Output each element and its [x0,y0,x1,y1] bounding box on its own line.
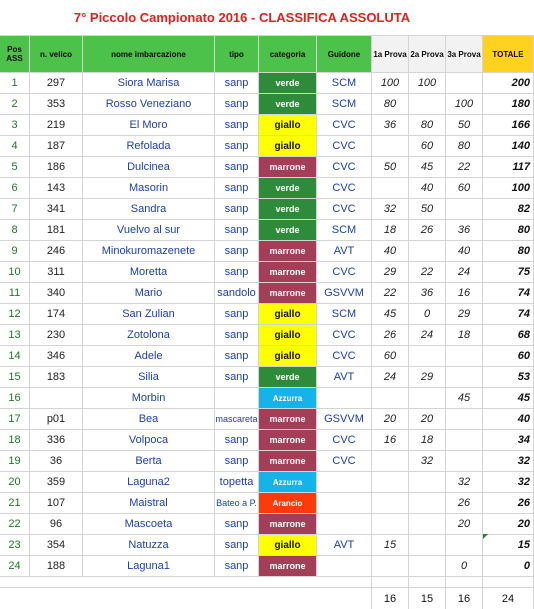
cell-pos: 14 [0,346,30,367]
cell-guidone [317,514,372,535]
cell-nome: Mascoeta [83,514,215,535]
cell-categoria: Azzurra [259,472,317,493]
cell-nome: Morbin [83,388,215,409]
cell-categoria: Arancio [259,493,317,514]
cell-nome: Dulcinea [83,157,215,178]
cell-tipo: sanp [215,367,259,388]
cell-guidone: CVC [317,430,372,451]
cell-totale: 80 [483,220,534,241]
cell-nome: Siora Marisa [83,73,215,94]
cell-prova3: 22 [446,157,483,178]
cell-categoria: marrone [259,451,317,472]
cell-pos: 11 [0,283,30,304]
cell-velico: 297 [30,73,83,94]
cell-totale: 0 [483,556,534,577]
cell-velico: 359 [30,472,83,493]
cell-totale: 100 [483,178,534,199]
cell-categoria: giallo [259,535,317,556]
cell-velico: 353 [30,94,83,115]
cell-prova1: 100 [372,73,409,94]
cell-prova3: 100 [446,94,483,115]
cell-guidone: GSVVM [317,409,372,430]
cell-prova2 [409,472,446,493]
cell-totale: 80 [483,241,534,262]
cell-pos: 22 [0,514,30,535]
cell-guidone: AVT [317,535,372,556]
cell-guidone: AVT [317,241,372,262]
footer-count-prova3: 16 [446,588,483,609]
cell-nome: Volpoca [83,430,215,451]
cell-categoria: marrone [259,556,317,577]
cell-nome: Silia [83,367,215,388]
cell-prova2 [409,535,446,556]
header-nome: nome imbarcazione [83,36,215,73]
cell-guidone: CVC [317,262,372,283]
cell-nome: Sandra [83,199,215,220]
cell-categoria: giallo [259,136,317,157]
cell-prova3 [446,409,483,430]
cell-prova2: 24 [409,325,446,346]
cell-prova1 [372,178,409,199]
cell-totale: 200 [483,73,534,94]
cell-pos: 1 [0,73,30,94]
cell-prova3: 16 [446,283,483,304]
cell-velico: 186 [30,157,83,178]
cell-velico: 96 [30,514,83,535]
cell-pos: 8 [0,220,30,241]
cell-totale: 117 [483,157,534,178]
cell-nome: Laguna2 [83,472,215,493]
cell-guidone: CVC [317,199,372,220]
cell-pos: 24 [0,556,30,577]
cell-guidone [317,556,372,577]
cell-tipo: sanp [215,430,259,451]
cell-pos: 4 [0,136,30,157]
cell-prova3: 32 [446,472,483,493]
cell-prova1: 22 [372,283,409,304]
cell-nome: Minokuromazenete [83,241,215,262]
cell-categoria: marrone [259,241,317,262]
cell-totale: 40 [483,409,534,430]
cell-guidone: CVC [317,178,372,199]
cell-tipo: sanp [215,157,259,178]
cell-velico: 341 [30,199,83,220]
spacer-cell [483,576,534,588]
cell-categoria: verde [259,199,317,220]
cell-totale: 20 [483,514,534,535]
cell-prova2 [409,556,446,577]
cell-categoria: marrone [259,514,317,535]
cell-pos: 12 [0,304,30,325]
cell-pos: 15 [0,367,30,388]
cell-totale: 180 [483,94,534,115]
cell-nome: Moretta [83,262,215,283]
cell-prova2 [409,94,446,115]
cell-prova1: 32 [372,199,409,220]
cell-guidone: SCM [317,73,372,94]
cell-categoria: giallo [259,346,317,367]
cell-prova1 [372,136,409,157]
cell-prova1: 50 [372,157,409,178]
cell-prova2: 26 [409,220,446,241]
cell-velico: 311 [30,262,83,283]
cell-prova1: 26 [372,325,409,346]
cell-categoria: marrone [259,157,317,178]
cell-categoria: giallo [259,115,317,136]
cell-prova2: 60 [409,136,446,157]
cell-prova3: 45 [446,388,483,409]
cell-velico: 340 [30,283,83,304]
cell-categoria: giallo [259,325,317,346]
cell-tipo: sandolo [215,283,259,304]
cell-prova2: 32 [409,451,446,472]
header-prova2: 2a Prova [409,36,446,73]
cell-tipo: sanp [215,556,259,577]
cell-prova3: 0 [446,556,483,577]
cell-totale: 82 [483,199,534,220]
footer-count-prova1: 16 [372,588,409,609]
cell-prova3 [446,535,483,556]
cell-guidone [317,493,372,514]
cell-nome: Vuelvo al sur [83,220,215,241]
cell-tipo: sanp [215,220,259,241]
spacer-row-label [0,576,372,588]
cell-categoria: marrone [259,262,317,283]
cell-velico: 246 [30,241,83,262]
cell-prova1: 15 [372,535,409,556]
cell-nome: San Zulian [83,304,215,325]
cell-nome: Adele [83,346,215,367]
cell-pos: 9 [0,241,30,262]
cell-tipo: sanp [215,115,259,136]
cell-nome: Maistral [83,493,215,514]
header-prova3: 3a Prova [446,36,483,73]
cell-guidone: SCM [317,94,372,115]
cell-tipo: sanp [215,514,259,535]
cell-tipo: sanp [215,325,259,346]
cell-prova2: 20 [409,409,446,430]
cell-totale: 32 [483,451,534,472]
cell-totale: 34 [483,430,534,451]
cell-pos: 2 [0,94,30,115]
cell-categoria: verde [259,220,317,241]
cell-categoria: verde [259,178,317,199]
cell-guidone: CVC [317,115,372,136]
cell-velico: 187 [30,136,83,157]
cell-categoria: Azzurra [259,388,317,409]
cell-prova2 [409,241,446,262]
cell-velico: 183 [30,367,83,388]
cell-prova2: 50 [409,199,446,220]
cell-pos: 21 [0,493,30,514]
cell-totale: 68 [483,325,534,346]
header-prova1: 1a Prova [372,36,409,73]
sheet-title-text: 7° Piccolo Campionato 2016 - CLASSIFICA ASSOLUTA [73,10,411,25]
cell-prova1: 40 [372,241,409,262]
cell-guidone [317,388,372,409]
cell-tipo: sanp [215,262,259,283]
cell-prova2: 29 [409,367,446,388]
cell-prova1: 29 [372,262,409,283]
cell-prova1: 80 [372,94,409,115]
cell-categoria: giallo [259,304,317,325]
cell-nome: Mario [83,283,215,304]
spacer-cell [409,576,446,588]
cell-prova2: 18 [409,430,446,451]
cell-guidone [317,472,372,493]
cell-velico: 107 [30,493,83,514]
cell-prova1 [372,388,409,409]
cell-prova2 [409,493,446,514]
cell-pos: 3 [0,115,30,136]
cell-pos: 5 [0,157,30,178]
cell-guidone: SCM [317,220,372,241]
cell-pos: 16 [0,388,30,409]
cell-prova1 [372,556,409,577]
cell-velico: 346 [30,346,83,367]
cell-prova3: 50 [446,115,483,136]
cell-prova3: 26 [446,493,483,514]
cell-guidone: CVC [317,451,372,472]
cell-nome: El Moro [83,115,215,136]
cell-nome: Masorin [83,178,215,199]
cell-tipo: sanp [215,535,259,556]
header-velico: n. velico [30,36,83,73]
cell-tipo: sanp [215,178,259,199]
cell-pos: 17 [0,409,30,430]
cell-prova3: 80 [446,136,483,157]
cell-tipo: topetta [215,472,259,493]
cell-categoria: verde [259,73,317,94]
cell-velico: 230 [30,325,83,346]
cell-prova1: 18 [372,220,409,241]
cell-guidone: GSVVM [317,283,372,304]
cell-guidone: SCM [317,304,372,325]
cell-prova1: 16 [372,430,409,451]
cell-prova2: 0 [409,304,446,325]
footer-count-totale: 24 [483,588,534,609]
cell-prova1 [372,451,409,472]
cell-tipo: sanp [215,346,259,367]
cell-totale: 74 [483,283,534,304]
cell-prova3 [446,430,483,451]
cell-totale: 74 [483,304,534,325]
cell-pos: 20 [0,472,30,493]
cell-totale: 26 [483,493,534,514]
cell-pos: 10 [0,262,30,283]
cell-guidone: CVC [317,325,372,346]
cell-tipo: sanp [215,451,259,472]
cell-prova1 [372,493,409,514]
header-tipo: tipo [215,36,259,73]
footer-count-prova2: 15 [409,588,446,609]
cell-nome: Rosso Veneziano [83,94,215,115]
cell-pos: 19 [0,451,30,472]
cell-comment-marker [483,534,488,539]
cell-velico: p01 [30,409,83,430]
cell-prova3 [446,73,483,94]
cell-velico: 354 [30,535,83,556]
cell-prova1 [372,472,409,493]
cell-prova3: 36 [446,220,483,241]
cell-guidone: CVC [317,346,372,367]
cell-prova1: 60 [372,346,409,367]
cell-velico: 336 [30,430,83,451]
header-pos: Pos ASS [0,36,30,73]
cell-pos: 23 [0,535,30,556]
cell-tipo [215,388,259,409]
cell-prova1: 24 [372,367,409,388]
cell-totale: 32 [483,472,534,493]
cell-nome: Bea [83,409,215,430]
cell-prova2 [409,514,446,535]
cell-prova1 [372,514,409,535]
cell-guidone: CVC [317,157,372,178]
cell-tipo: sanp [215,241,259,262]
cell-tipo: sanp [215,136,259,157]
cell-totale: 60 [483,346,534,367]
cell-pos: 7 [0,199,30,220]
cell-pos: 6 [0,178,30,199]
cell-tipo: Bateo a P. [215,493,259,514]
cell-nome: Laguna1 [83,556,215,577]
cell-tipo: sanp [215,94,259,115]
spacer-cell [372,576,409,588]
cell-categoria: marrone [259,283,317,304]
cell-prova3: 24 [446,262,483,283]
cell-prova3: 18 [446,325,483,346]
cell-tipo: sanp [215,199,259,220]
cell-nome: Zotolona [83,325,215,346]
cell-prova3: 40 [446,241,483,262]
cell-prova2: 22 [409,262,446,283]
header-guidone: Guidone [317,36,372,73]
cell-tipo: mascareta [215,409,259,430]
cell-prova3: 29 [446,304,483,325]
footer-label [0,588,372,609]
cell-totale: 75 [483,262,534,283]
cell-nome: Natuzza [83,535,215,556]
cell-prova2: 40 [409,178,446,199]
cell-prova2 [409,388,446,409]
cell-pos: 13 [0,325,30,346]
cell-nome: Berta [83,451,215,472]
cell-prova2: 80 [409,115,446,136]
cell-totale: 166 [483,115,534,136]
cell-prova3: 20 [446,514,483,535]
cell-totale: 53 [483,367,534,388]
cell-prova3 [446,199,483,220]
cell-velico: 188 [30,556,83,577]
cell-velico: 219 [30,115,83,136]
cell-totale: 15 [483,535,534,556]
cell-velico: 174 [30,304,83,325]
cell-categoria: marrone [259,409,317,430]
header-categoria: categoria [259,36,317,73]
cell-prova1: 36 [372,115,409,136]
cell-tipo: sanp [215,73,259,94]
cell-tipo: sanp [215,304,259,325]
cell-velico: 181 [30,220,83,241]
cell-categoria: marrone [259,430,317,451]
cell-velico: 36 [30,451,83,472]
cell-velico: 143 [30,178,83,199]
cell-pos: 18 [0,430,30,451]
cell-prova3 [446,367,483,388]
cell-guidone: AVT [317,367,372,388]
cell-categoria: verde [259,367,317,388]
cell-totale: 140 [483,136,534,157]
cell-prova3: 60 [446,178,483,199]
cell-totale: 45 [483,388,534,409]
cell-prova1: 45 [372,304,409,325]
cell-prova3 [446,346,483,367]
cell-prova2: 45 [409,157,446,178]
sheet-title [0,0,534,36]
cell-guidone: CVC [317,136,372,157]
cell-prova1: 20 [372,409,409,430]
header-totale: TOTALE [483,36,534,73]
cell-velico [30,388,83,409]
cell-prova2: 100 [409,73,446,94]
cell-prova3 [446,451,483,472]
cell-prova2: 36 [409,283,446,304]
cell-prova2 [409,346,446,367]
cell-nome: Refolada [83,136,215,157]
spacer-cell [446,576,483,588]
cell-categoria: verde [259,94,317,115]
